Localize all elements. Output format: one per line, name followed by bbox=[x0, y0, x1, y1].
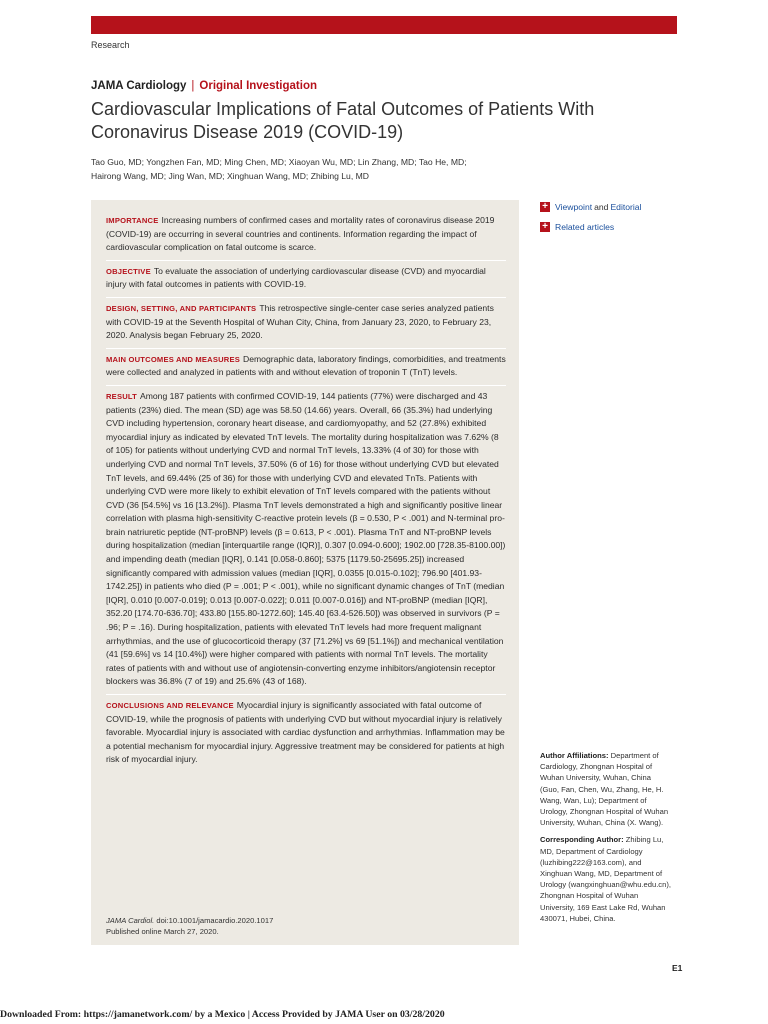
abstract-body: Demographic data, laboratory findings, comorbidities, and treatments were collected and analyzed in patients with and without elevation of troponin T (TnT) levels. bbox=[106, 353, 506, 378]
abstract-body: Myocardial injury is significantly associated with fatal outcome of COVID-19, while the prognosis of patients with underlying CVD but without myocardial injury is relatively favorable. Myocardial injury is associated with cardiac dysfunction and arrhythmias. Inflammation may be a potential mechanism for myocardial injury. Aggressive treatment may be considered for patients at high risk of myocardial injury. bbox=[106, 700, 505, 765]
affiliations-block bbox=[540, 750, 672, 828]
abstract-body: Among 187 patients with confirmed COVID-19, 144 patients (77%) were discharged and 43 patients (23%) died. The mean (SD) age was 58.50 (14.66) years. Overall, 66 (35.3%) had underlying CVD including hypertension, coronary heart disease, and cardiomyopathy, and 52 (27.8%) exhibited myocardial injury as indicated by elevated TnT levels. The mortality during hospitalization was 7.62% (8 of 105) for patients without underlying CVD and normal TnT levels, 13.33% (4 of 30) for those with underlying CVD and normal TnT levels, 37.50% (6 of 16) for those without underlying CVD but elevated TnT levels, and 69.44% (25 of 36) for those with underlying CVD and elevated TnTs. Patients with underlying CVD were more likely to exhibit elevation of TnT levels compared with the patients without CVD (36 [54.5%] vs 16 [13.2%]). Plasma TnT levels demonstrated a high and significantly positive linear correlation with plasma high-sensitivity C-reactive protein levels (β = 0.530, P < .001) and N-terminal pro-brain natriuretic peptide (NT-proBNP) levels (β = 0.613, P < .001). Plasma TnT and NT-proBNP levels during hospitalization (median [interquartile range (IQR)], 0.307 [0.094-0.600]; 1902.00 [728.35-8100.00]) and impending death (median [IQR], 0.141 [0.058-0.860]; 5375 [1179.50-25695.25]) increased significantly compared with admission values (median [IQR], 0.0355 [0.015-0.102]; 796.90 [401.93-1742.25]) in patients who died (P = .001; P < .001), while no significant dynamic changes of TnT (median [IQR], 0.010 [0.007-0.019]; 0.013 [0.007-0.022]; 0.011 [0.007-0.016]) and NT-proBNP (median [IQR], 352.20 [174.70-636.70]; 433.80 [155.80-1272.60]; 145.40 [63.4-526.50]) was observed in survivors (P = .96; P = .16). During hospitalization, patients with elevated TnT levels had more frequent malignant arrhythmias, and the use of glucocorticoid therapy (37 [71.2%] vs 69 [51.1%]) and mechanical ventilation (41 [59.6%] vs 14 [10.4%]) were higher compared with patients with normal TnT levels. The mortality rates of patients with and without use of angiotensin-converting enzyme inhibitors/angiotensin receptor blockers was 36.8% (7 of 19) and 25.6% (43 of 168). bbox=[106, 390, 506, 687]
related-articles-row bbox=[540, 220, 642, 234]
journal-separator: | bbox=[191, 80, 195, 92]
author-list: Tao Guo, MD; Yongzhen Fan, MD; Ming Chen, MD; Xiaoyan Wu, MD; Lin Zhang, MD; Tao He, MD; Hairong Wang, MD; Jing Wan, MD; Xinghuan Wang, MD; Zhibing Lu, MD bbox=[91, 157, 467, 181]
article-title: Cardiovascular Implications of Fatal Outcomes of Patients With Coronavirus Disease 2019 (COVID-19) bbox=[91, 99, 595, 142]
journal-header-bar bbox=[91, 16, 677, 34]
abstract-heading: DESIGN, SETTING, AND PARTICIPANTS bbox=[106, 303, 257, 313]
abstract-body: Increasing numbers of confirmed cases and mortality rates of coronavirus disease 2019 (COVID-19) are occurring in several countries and continents. Information regarding the impact of cardiovascular complication on fatal outcome is scarce. bbox=[106, 215, 495, 253]
abstract-text bbox=[91, 200, 519, 772]
related-articles-link[interactable]: Related articles bbox=[555, 222, 615, 232]
viewpoint-link[interactable]: Viewpoint bbox=[555, 202, 593, 212]
journal-name: JAMA Cardiology bbox=[91, 80, 187, 92]
abstract-body: This retrospective single-center case series analyzed patients with COVID-19 at the Seventh Hospital of Wuhan City, China, from January 23, 2020, to February 23, 2020. Analysis began February 25, 2020. bbox=[106, 302, 494, 341]
author-affiliations bbox=[540, 750, 672, 930]
plus-icon[interactable]: + bbox=[540, 202, 550, 212]
corresponding-text: Zhibing Lu, MD, Department of Cardiology (luzhibing222@163.com), and Xinghuan Wang, MD, Department of Urology (wangxinghuan@whu.edu.cn), Zhongnan Hospital of Wuhan University, 169 East Lake Rd, Wuhan 430071, Hubei, China. bbox=[540, 835, 671, 923]
abstract-section bbox=[106, 695, 506, 772]
citation-journal: JAMA Cardiol. bbox=[106, 916, 155, 925]
abstract-section bbox=[106, 349, 506, 386]
abstract-heading: MAIN OUTCOMES AND MEASURES bbox=[106, 354, 241, 364]
citation-doi-link[interactable]: doi:10.1001/jamacardio.2020.1017 bbox=[156, 916, 274, 925]
citation-published-date: Published online March 27, 2020. bbox=[106, 927, 219, 936]
abstract-heading: RESULT bbox=[106, 391, 138, 401]
download-footer: Downloaded From: https://jamanetwork.com/ by a Mexico | Access Provided by JAMA User on 03/28/2020 bbox=[0, 1009, 445, 1020]
abstract-section bbox=[106, 261, 506, 298]
affiliations-text: Department of Cardiology, Zhongnan Hospital of Wuhan University, Wuhan, China (Guo, Fan, Chen, Wu, Zhang, He, H. Wang, Wan, Lu); Department of Urology, Zhongnan Hospital of Wuhan University, Wuhan, China (X. Wang). bbox=[540, 751, 669, 828]
corresponding-block bbox=[540, 834, 672, 924]
page-number: E1 bbox=[672, 963, 683, 973]
abstract-heading: OBJECTIVE bbox=[106, 266, 151, 276]
plus-icon[interactable]: + bbox=[540, 222, 550, 232]
abstract-section bbox=[106, 210, 506, 261]
corresponding-label: Corresponding Author: bbox=[540, 835, 624, 845]
abstract-body: To evaluate the association of underlying cardiovascular disease (CVD) and myocardial injury with fatal outcomes in patients with COVID-19. bbox=[106, 265, 486, 290]
journal-line bbox=[91, 80, 317, 92]
and-text: and bbox=[594, 202, 609, 212]
citation bbox=[106, 915, 273, 937]
related-links bbox=[540, 200, 642, 240]
viewpoint-editorial-row bbox=[540, 200, 642, 214]
affiliations-label: Author Affiliations: bbox=[540, 751, 609, 760]
article-type: Original Investigation bbox=[199, 80, 317, 92]
abstract-heading: CONCLUSIONS AND RELEVANCE bbox=[106, 701, 234, 710]
abstract-box bbox=[91, 200, 519, 945]
abstract-heading: IMPORTANCE bbox=[106, 216, 159, 225]
abstract-section bbox=[106, 386, 506, 695]
abstract-section bbox=[106, 298, 506, 349]
section-label: Research bbox=[91, 40, 130, 50]
editorial-link[interactable]: Editorial bbox=[610, 202, 642, 212]
